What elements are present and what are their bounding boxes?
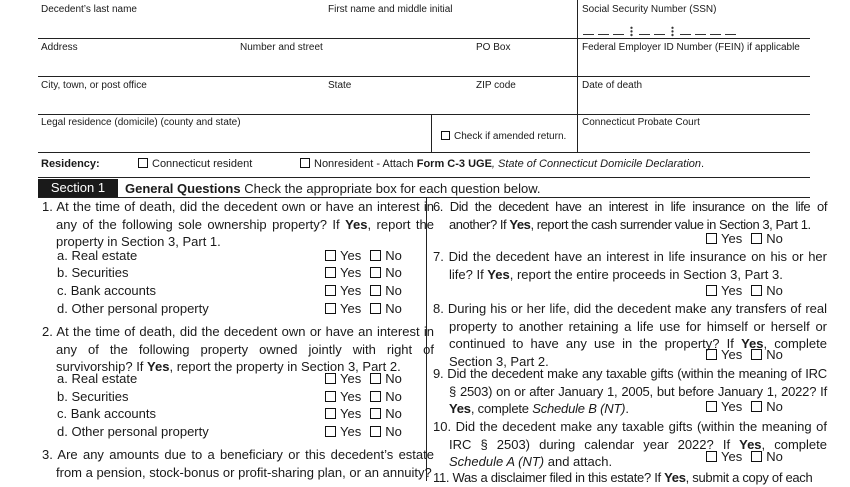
question-9: 9. Did the decedent make any taxable gifts (within the meaning of IRC § 2503) on or after January 1, 2005, but before January 1, 2022? If Yes, complete Schedule B (NT).	[433, 366, 827, 417]
probate-court-label: Connecticut Probate Court	[582, 117, 700, 128]
checkbox[interactable]	[138, 158, 148, 168]
q2-item-securities: b. Securities	[57, 389, 129, 404]
q1-item-securities: b. Securities	[57, 265, 129, 280]
q2d-answer[interactable]: Yes No	[325, 423, 402, 441]
fein-label: Federal Employer ID Number (FEIN) if applicable	[582, 42, 800, 53]
yes-checkbox[interactable]	[706, 401, 717, 412]
state-label: State	[328, 80, 352, 91]
number-street-label: Number and street	[240, 42, 323, 53]
question-1: 1. At the time of death, did the decedent own or have an interest in any of the following sole ownership property? If Yes, report the property in Section 3, Part 1.	[42, 199, 434, 250]
yes-checkbox[interactable]	[325, 285, 336, 296]
no-checkbox[interactable]	[751, 349, 762, 360]
divider	[38, 177, 810, 178]
no-checkbox[interactable]	[751, 285, 762, 296]
last-name-label: Decedent’s last name	[41, 4, 137, 15]
question-7: 7. Did the decedent have an interest in life insurance on his or her life? If Yes, report the entire proceeds in Section 3, Part 3.	[433, 249, 827, 282]
q9-answer[interactable]: Yes No	[706, 398, 783, 416]
q10-answer[interactable]: Yes No	[706, 448, 783, 466]
q2-item-other-property: d. Other personal property	[57, 424, 209, 439]
question-6: 6. Did the decedent have an interest in life insurance on the life of another? If Yes, report the cash surrender value in Section 3, Part 1.	[433, 199, 827, 232]
q7-answer[interactable]: Yes No	[706, 282, 783, 300]
divider	[38, 76, 810, 77]
ssn-input[interactable]	[583, 22, 740, 36]
residency-row	[41, 157, 741, 171]
resident-option[interactable]: Connecticut resident	[138, 157, 252, 171]
separator-dots	[671, 26, 674, 37]
yes-checkbox[interactable]	[325, 250, 336, 261]
q2-item-real-estate: a. Real estate	[57, 371, 138, 386]
q1b-answer[interactable]: Yes No	[325, 264, 402, 282]
amended-return-checkbox[interactable]: Check if amended return.	[441, 131, 566, 143]
q1-item-bank-accounts: c. Bank accounts	[57, 283, 156, 298]
q8-answer[interactable]: Yes No	[706, 346, 783, 364]
q2a-answer[interactable]: Yes No	[325, 370, 402, 388]
no-checkbox[interactable]	[751, 401, 762, 412]
question-2: 2. At the time of death, did the decedent own or have an interest in any of the following property owned jointly with right of survivorship? If Yes, report the property in Section 3, Part 2.	[42, 324, 434, 375]
yes-checkbox[interactable]	[325, 303, 336, 314]
no-checkbox[interactable]	[370, 250, 381, 261]
q1-item-real-estate: a. Real estate	[57, 248, 138, 263]
no-checkbox[interactable]	[370, 267, 381, 278]
yes-checkbox[interactable]	[706, 349, 717, 360]
no-checkbox[interactable]	[370, 285, 381, 296]
no-checkbox[interactable]	[751, 233, 762, 244]
address-label: Address	[41, 42, 78, 53]
no-checkbox[interactable]	[751, 451, 762, 462]
yes-checkbox[interactable]	[325, 408, 336, 419]
q2-item-bank-accounts: c. Bank accounts	[57, 406, 156, 421]
zip-label: ZIP code	[476, 80, 516, 91]
city-label: City, town, or post office	[41, 80, 147, 91]
q6-answer[interactable]: Yes No	[706, 230, 783, 248]
q1c-answer[interactable]: Yes No	[325, 282, 402, 300]
ssn-label: Social Security Number (SSN)	[582, 4, 717, 15]
q1d-answer[interactable]: Yes No	[325, 300, 402, 318]
q1-item-other-property: d. Other personal property	[57, 301, 209, 316]
yes-checkbox[interactable]	[325, 426, 336, 437]
question-8: 8. During his or her life, did the decedent make any transfers of real property to another retaining a life use for himself or herself or continued to have any use in the property? If Yes, complete Section 3, Part 2.	[433, 301, 827, 369]
yes-checkbox[interactable]	[706, 451, 717, 462]
divider	[38, 152, 810, 153]
date-of-death-label: Date of death	[582, 80, 643, 91]
yes-checkbox[interactable]	[706, 285, 717, 296]
q1a-answer[interactable]: Yes No	[325, 247, 402, 265]
yes-checkbox[interactable]	[325, 267, 336, 278]
question-10: 10. Did the decedent make any taxable gifts (within the meaning of IRC § 2503) during calendar year 2022? If Yes, complete Schedule A (NT) and attach.	[433, 419, 827, 470]
no-checkbox[interactable]	[370, 408, 381, 419]
q2b-answer[interactable]: Yes No	[325, 388, 402, 406]
question-3: 3. Are any amounts due to a beneficiary or this decedent’s estate from a pension, stock-bonus or profit-sharing plan, or an annuity?	[42, 447, 434, 480]
no-checkbox[interactable]	[370, 373, 381, 384]
section-tab: Section 1	[38, 179, 118, 197]
question-11: 11. Was a disclaimer filed in this estate? If Yes, submit a copy of each	[433, 470, 813, 485]
section-title: General Questions Check the appropriate box for each question below.	[125, 181, 541, 196]
first-name-label: First name and middle initial	[328, 4, 453, 15]
legal-residence-label: Legal residence (domicile) (county and state)	[41, 117, 241, 128]
no-checkbox[interactable]	[370, 426, 381, 437]
q2c-answer[interactable]: Yes No	[325, 405, 402, 423]
yes-checkbox[interactable]	[325, 373, 336, 384]
yes-checkbox[interactable]	[325, 391, 336, 402]
checkbox[interactable]	[300, 158, 310, 168]
divider	[38, 38, 810, 39]
separator-dots	[630, 26, 633, 37]
divider	[431, 114, 432, 152]
no-checkbox[interactable]	[370, 303, 381, 314]
residency-label: Residency:	[41, 158, 100, 170]
checkbox[interactable]	[441, 131, 450, 140]
po-box-label: PO Box	[476, 42, 511, 53]
divider	[38, 114, 810, 115]
nonresident-option[interactable]: Nonresident - Attach Form C-3 UGE, State of Connecticut Domicile Declaration.	[300, 157, 704, 171]
no-checkbox[interactable]	[370, 391, 381, 402]
yes-checkbox[interactable]	[706, 233, 717, 244]
